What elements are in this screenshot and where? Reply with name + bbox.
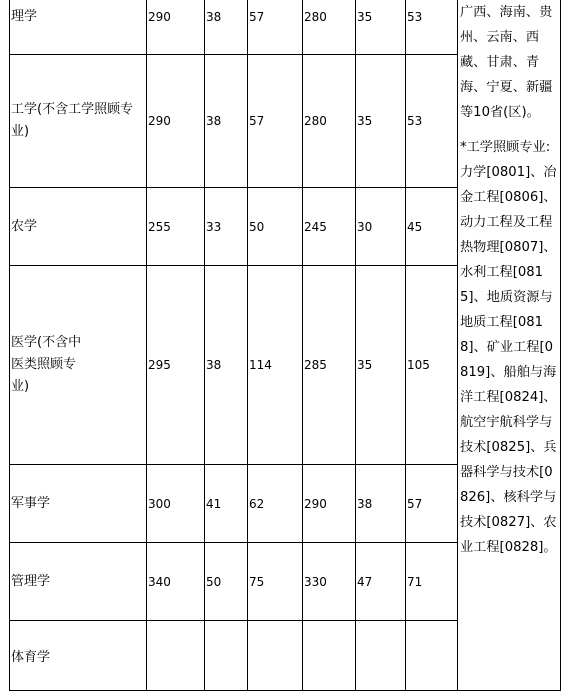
category-cell: 体育学 — [10, 621, 147, 691]
score-cell: 57 — [248, 55, 303, 188]
score-cell: 38 — [356, 465, 406, 543]
score-cell — [303, 621, 356, 691]
category-cell: 管理学 — [10, 543, 147, 621]
score-cell: 290 — [147, 55, 205, 188]
score-cell: 71 — [406, 543, 458, 621]
score-cell: 245 — [303, 188, 356, 266]
score-cell: 62 — [248, 465, 303, 543]
score-cell: 41 — [205, 465, 248, 543]
score-cell: 53 — [406, 0, 458, 55]
score-cell: 330 — [303, 543, 356, 621]
score-cell: 57 — [248, 0, 303, 55]
note-special-majors-text: *工学照顾专业:力学[0801]、冶金工程[0806]、动力工程及工程热物理[0807]、水利工程[0815]、地质资源与地质工程[0818]、矿业工程[0819]、船舶与海洋工程[0824]、航空宇航科学与技术[0825]、兵器科学与技术[0826]、核科学与技术[0827]、农业工程[0828]。 — [460, 140, 557, 555]
score-cell: 47 — [356, 543, 406, 621]
score-cell — [356, 621, 406, 691]
score-cell: 105 — [406, 266, 458, 465]
table-row — [10, 0, 561, 55]
score-cell: 290 — [303, 465, 356, 543]
score-cell — [248, 621, 303, 691]
score-cell: 285 — [303, 266, 356, 465]
note-cell — [458, 0, 561, 691]
score-cell: 35 — [356, 0, 406, 55]
score-cell: 53 — [406, 55, 458, 188]
score-cell — [406, 621, 458, 691]
category-cell: 医学(不含中医类照顾专业) — [10, 266, 147, 465]
score-cell: 50 — [248, 188, 303, 266]
score-cell — [147, 621, 205, 691]
score-cell: 50 — [205, 543, 248, 621]
note-region-text: 广西、海南、贵州、云南、西藏、甘肃、青海、宁夏、新疆等10省(区)。 — [460, 5, 553, 120]
score-cell: 300 — [147, 465, 205, 543]
score-cell: 340 — [147, 543, 205, 621]
score-cell: 35 — [356, 266, 406, 465]
score-cell: 38 — [205, 0, 248, 55]
category-cell: 农学 — [10, 188, 147, 266]
score-cell: 35 — [356, 55, 406, 188]
score-cell: 280 — [303, 0, 356, 55]
score-cell: 280 — [303, 55, 356, 188]
score-cell: 114 — [248, 266, 303, 465]
score-table — [9, 0, 561, 691]
category-cell: 工学(不含工学照顾专业) — [10, 55, 147, 188]
score-cell: 255 — [147, 188, 205, 266]
score-cell: 33 — [205, 188, 248, 266]
score-cell: 295 — [147, 266, 205, 465]
score-cell: 75 — [248, 543, 303, 621]
category-cell: 理学 — [10, 0, 147, 55]
score-cell: 38 — [205, 266, 248, 465]
score-cell: 290 — [147, 0, 205, 55]
score-cell: 57 — [406, 465, 458, 543]
score-cell: 45 — [406, 188, 458, 266]
category-cell: 军事学 — [10, 465, 147, 543]
score-cell: 38 — [205, 55, 248, 188]
score-cell — [205, 621, 248, 691]
score-cell: 30 — [356, 188, 406, 266]
